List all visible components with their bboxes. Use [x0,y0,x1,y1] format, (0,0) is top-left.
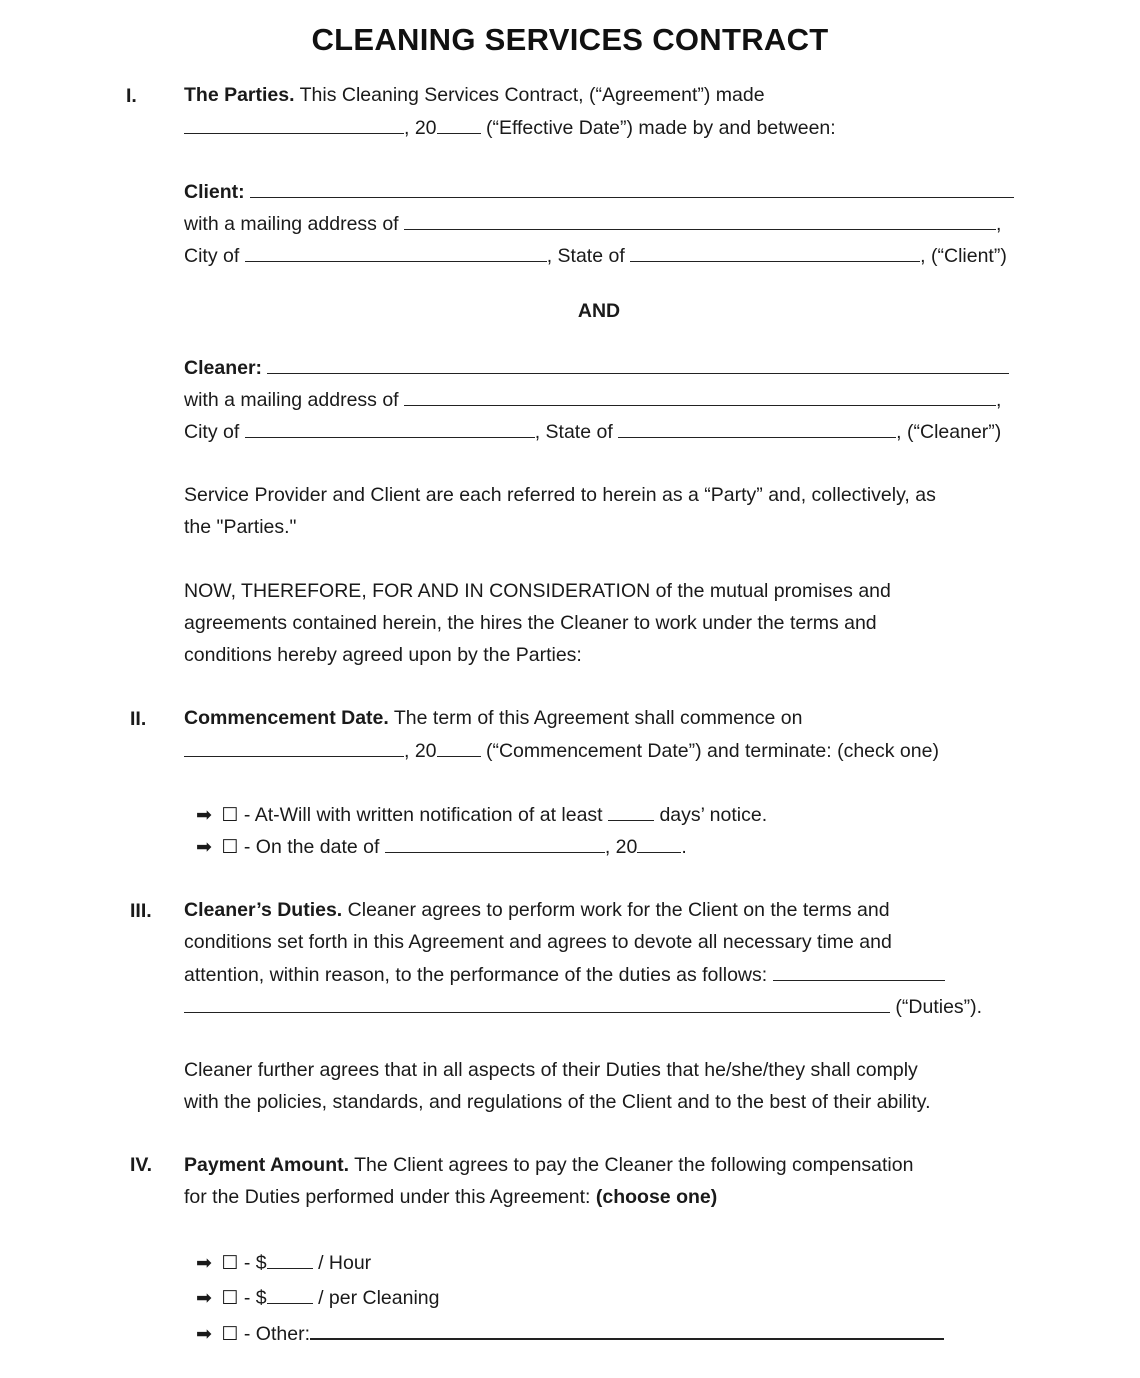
cleaner-suffix: , (“Cleaner”) [896,421,1002,443]
on-date-text: - On the date of [243,836,380,858]
commencement-date-blank[interactable] [184,738,404,757]
duties-suffix: (“Duties”). [895,996,983,1018]
other-payment-blank[interactable] [310,1320,944,1340]
section-numeral-i: I. [126,85,137,107]
client-line [184,179,1014,204]
per-cleaning-rate-blank[interactable] [267,1285,313,1304]
client-city-label: City of [184,245,240,267]
per-cleaning-suffix: / per Cleaning [318,1287,440,1309]
client-name-blank[interactable] [250,179,1014,198]
duties-heading: Cleaner’s Duties. [184,899,343,921]
cleaner-address-line [184,387,1001,412]
cleaner-state-label: , State of [534,421,613,443]
duties-line-3 [184,962,945,987]
arrow-icon: ➡ [196,837,212,858]
cleaner-label: Cleaner: [184,357,263,379]
checkbox-icon[interactable]: ☐ [221,837,239,858]
parties-line-2 [184,115,836,140]
checkbox-icon[interactable]: ☐ [221,805,239,826]
notice-days-suffix: days’ notice. [659,804,768,826]
duties-line-3-text: attention, within reason, to the performance of the duties as follows: [184,964,768,986]
effective-date-blank[interactable] [184,115,404,134]
commencement-date-text: (“Commencement Date”) and terminate: (check one) [485,740,939,762]
party-definition-line-1: Service Provider and Client are each referred to herein as a “Party” and, collectively, as [184,484,936,506]
payment-option-per-cleaning [196,1285,440,1311]
hourly-prefix: - $ [243,1252,267,1274]
client-city-line [184,243,1007,268]
hourly-rate-blank[interactable] [267,1250,313,1269]
payment-text: The Client agrees to pay the Cleaner the following compensation [354,1154,914,1176]
cleaner-state-blank[interactable] [618,419,896,438]
arrow-icon: ➡ [196,1288,212,1309]
arrow-icon: ➡ [196,1253,212,1274]
section-numeral-iii: III. [130,900,152,922]
cleaner-city-blank[interactable] [245,419,535,438]
duties-blank-1[interactable] [773,962,945,981]
payment-line-2-text: for the Duties performed under this Agreement: [184,1186,591,1208]
cleaner-city-line [184,419,1001,444]
payment-line-2 [184,1185,717,1209]
termination-option-date [196,834,687,860]
client-state-label: , State of [546,245,625,267]
duties-further-line-2: with the policies, standards, and regulations of the Client and to the best of their ability. [184,1091,931,1113]
commencement-line-2 [184,738,939,763]
client-city-blank[interactable] [245,243,547,262]
commencement-heading: Commencement Date. [184,707,389,729]
client-address-label: with a mailing address of [184,213,399,235]
consideration-line-3: conditions hereby agreed upon by the Parties: [184,644,582,666]
commencement-line-1 [184,706,803,730]
choose-one-text: (choose one) [595,1186,718,1208]
client-address-line [184,211,1001,236]
consideration-line-2: agreements contained herein, the hires the Cleaner to work under the terms and [184,612,877,634]
payment-option-hourly [196,1250,371,1276]
client-suffix: , (“Client”) [920,245,1007,267]
duties-line-1 [184,898,890,922]
arrow-icon: ➡ [196,1324,212,1345]
payment-heading: Payment Amount. [184,1154,350,1176]
client-address-blank[interactable] [404,211,996,230]
duties-line-4 [184,994,982,1019]
effective-year-blank[interactable] [437,115,481,134]
party-definition-line-2: the "Parties." [184,516,297,538]
cleaner-city-label: City of [184,421,240,443]
parties-heading: The Parties. [184,84,295,106]
year-prefix: , 20 [604,836,638,858]
payment-option-other [196,1320,944,1347]
year-prefix: , 20 [404,740,437,762]
termination-option-at-will [196,802,767,828]
duties-further-line-1: Cleaner further agrees that in all aspects of their Duties that he/she/they shall comply [184,1059,918,1081]
and-divider-text: AND [577,300,621,322]
effective-date-text: (“Effective Date”) made by and between: [485,117,836,139]
parties-line-1 [184,83,765,107]
cleaner-address-blank[interactable] [404,387,996,406]
commencement-text: The term of this Agreement shall commence on [393,707,803,729]
section-numeral-iv: IV. [130,1154,153,1176]
comma: , [996,213,1002,235]
comma: , [996,389,1002,411]
consideration-line-1: NOW, THEREFORE, FOR AND IN CONSIDERATION of the mutual promises and [184,580,891,602]
per-cleaning-prefix: - $ [243,1287,267,1309]
period: . [681,836,687,858]
termination-date-blank[interactable] [385,834,605,853]
parties-text: This Cleaning Services Contract, (“Agreement”) made [299,84,765,106]
duties-line-2: conditions set forth in this Agreement and agrees to devote all necessary time and [184,931,892,953]
arrow-icon: ➡ [196,805,212,826]
document-title: CLEANING SERVICES CONTRACT [311,22,829,57]
notice-days-blank[interactable] [608,802,654,821]
section-numeral-ii: II. [130,708,147,730]
client-label: Client: [184,181,245,203]
year-prefix: , 20 [404,117,437,139]
checkbox-icon[interactable]: ☐ [221,1288,239,1309]
duties-text: Cleaner agrees to perform work for the Client on the terms and [347,899,890,921]
other-label: - Other: [243,1323,310,1345]
cleaner-address-label: with a mailing address of [184,389,399,411]
checkbox-icon[interactable]: ☐ [221,1253,239,1274]
termination-year-blank[interactable] [637,834,681,853]
commencement-year-blank[interactable] [437,738,481,757]
cleaner-name-blank[interactable] [267,355,1009,374]
duties-blank-2[interactable] [184,994,890,1013]
cleaner-line [184,355,1009,380]
payment-line-1 [184,1153,913,1177]
at-will-text: - At-Will with written notification of at least [243,804,603,826]
client-state-blank[interactable] [630,243,920,262]
hourly-suffix: / Hour [318,1252,372,1274]
checkbox-icon[interactable]: ☐ [221,1324,239,1345]
